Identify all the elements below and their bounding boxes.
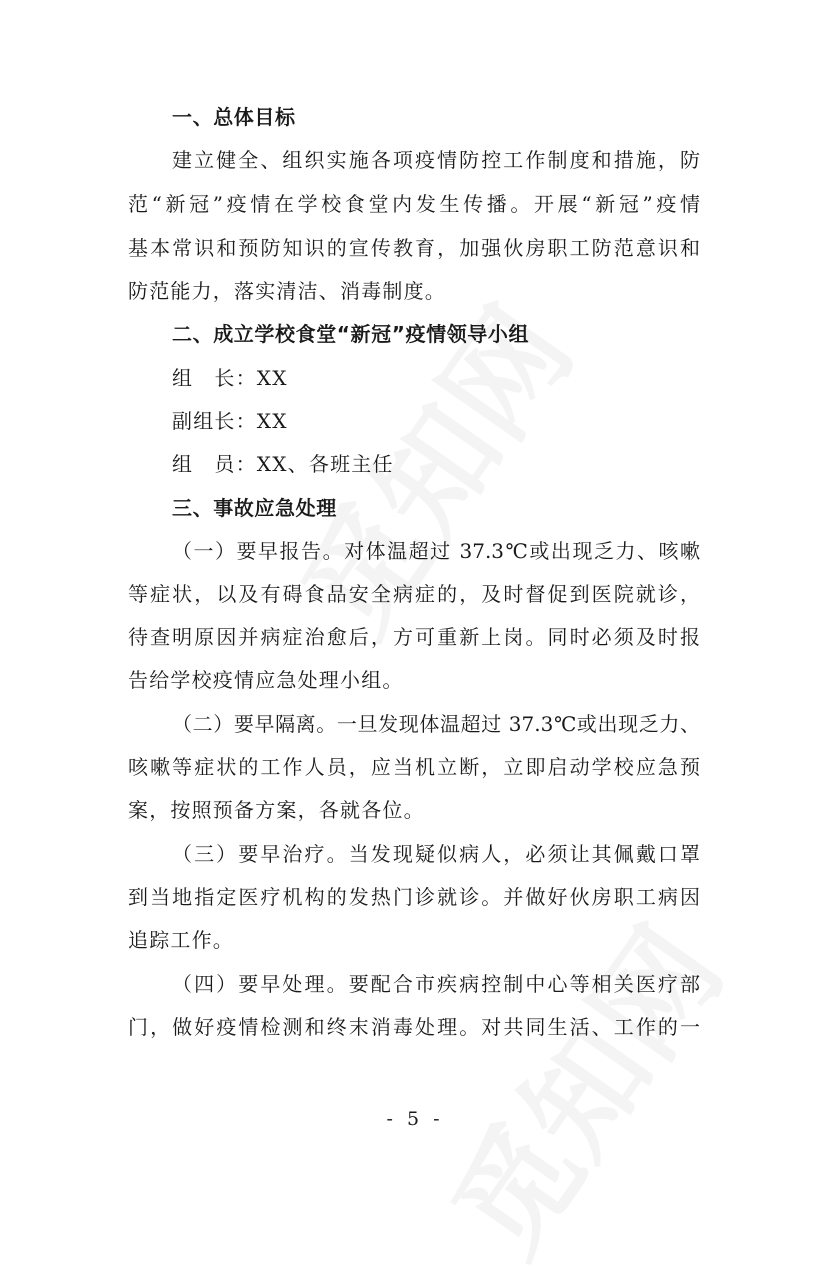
page-number: - 5 - — [386, 1108, 444, 1130]
paragraph-line: 建立健全、组织实施各项疫情防控工作制度和措施，防 — [172, 148, 700, 172]
paragraph-line: （一）要早报告。对体温超过 37.3℃或出现乏力、咳嗽 — [172, 539, 700, 563]
group-leader: 组 长：XX — [172, 366, 288, 390]
paragraph-line: 案，按照预备方案，各就各位。 — [128, 798, 425, 822]
paragraph-line: 防范能力，落实清洁、消毒制度。 — [128, 279, 446, 303]
paragraph-line: 到当地指定医疗机构的发热门诊就诊。并做好伙房职工病因 — [128, 885, 700, 909]
paragraph-line: 等症状，以及有碍食品安全病症的，及时督促到医院就诊， — [128, 582, 700, 606]
paragraph-line: （四）要早处理。要配合市疾病控制中心等相关医疗部 — [172, 972, 700, 996]
section-heading: 三、事故应急处理 — [172, 496, 337, 520]
paragraph-line: （三）要早治疗。当发现疑似病人，必须让其佩戴口罩 — [172, 842, 700, 866]
paragraph-line: 咳嗽等症状的工作人员，应当机立断，立即启动学校应急预 — [128, 755, 700, 779]
paragraph-line: 基本常识和预防知识的宣传教育，加强伙房职工防范意识和 — [128, 236, 700, 260]
paragraph-line: （二）要早隔离。一旦发现体温超过 37.3℃或出现乏力、 — [172, 712, 700, 736]
section-heading: 一、总体目标 — [172, 105, 296, 129]
paragraph-line: 追踪工作。 — [128, 928, 234, 952]
paragraph-line: 门，做好疫情检测和终末消毒处理。对共同生活、工作的一 — [128, 1015, 700, 1039]
paragraph-line: 待查明原因并病症治愈后，方可重新上岗。同时必须及时报 — [128, 625, 700, 649]
paragraph-line: 范“新冠”疫情在学校食堂内发生传播。开展“新冠”疫情 — [128, 192, 700, 216]
section-heading: 二、成立学校食堂“新冠”疫情领导小组 — [172, 322, 530, 346]
paragraph-line: 告给学校疫情应急处理小组。 — [128, 668, 404, 692]
group-members: 组 员：XX、各班主任 — [172, 452, 394, 476]
deputy-group-leader: 副组长：XX — [172, 409, 288, 433]
